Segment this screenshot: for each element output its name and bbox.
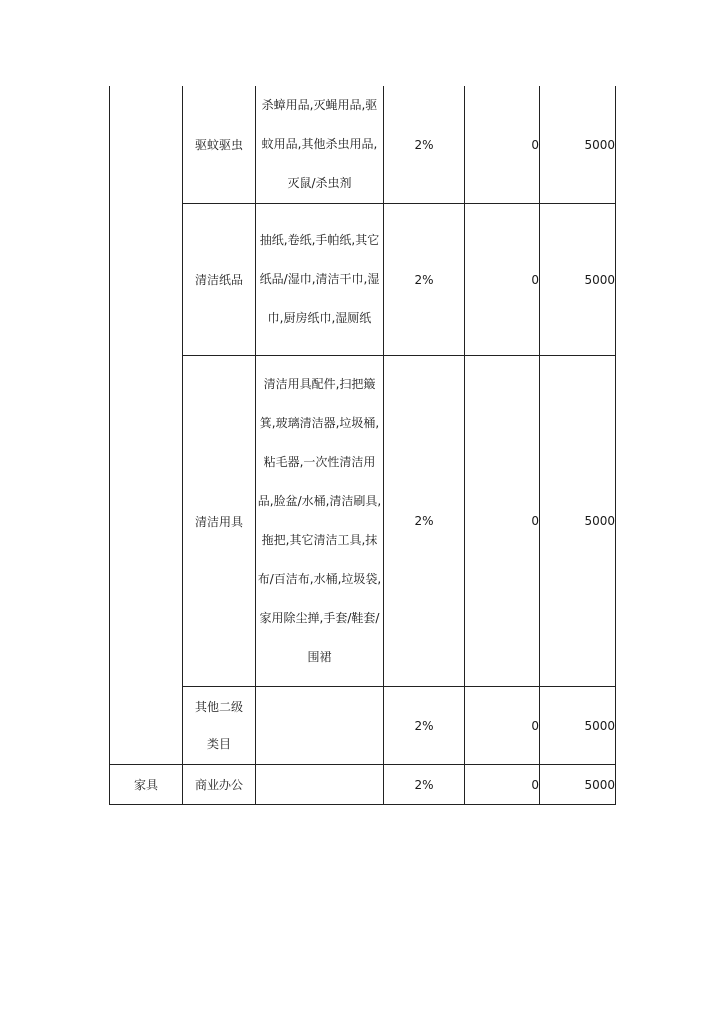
cap-cell: 5000	[540, 765, 616, 805]
subcategory-cell: 清洁纸品	[183, 204, 256, 356]
description-cell: 杀蟑用品,灭蝇用品,驱蚊用品,其他杀虫用品,灭鼠/杀虫剂	[256, 86, 384, 204]
description-cell	[256, 765, 384, 805]
rate-cell: 2%	[384, 86, 465, 204]
table-row	[110, 86, 616, 204]
subcategory-cell: 商业办公	[183, 765, 256, 805]
table-row	[110, 687, 616, 765]
subcategory-cell: 清洁用具	[183, 356, 256, 687]
subcategory-cell	[183, 687, 256, 765]
description-cell: 清洁用具配件,扫把簸箕,玻璃清洁器,垃圾桶,粘毛器,一次性清洁用品,脸盆/水桶,清洁刷具,拖把,其它清洁工具,抹布/百洁布,水桶,垃圾袋,家用除尘掸,手套/鞋套/围裙	[256, 356, 384, 687]
cap-cell: 5000	[540, 356, 616, 687]
description-cell	[256, 687, 384, 765]
rate-cell: 2%	[384, 204, 465, 356]
description-cell: 抽纸,卷纸,手帕纸,其它纸品/湿巾,清洁干巾,湿巾,厨房纸巾,湿厕纸	[256, 204, 384, 356]
category-cell	[110, 86, 183, 765]
rate-cell: 2%	[384, 687, 465, 765]
subcategory-cell: 驱蚊驱虫	[183, 86, 256, 204]
fee-cell: 0	[465, 86, 540, 204]
fee-cell: 0	[465, 204, 540, 356]
category-cell: 家具	[110, 765, 183, 805]
subcategory-label: 其他二级类目	[194, 699, 243, 751]
rate-cell: 2%	[384, 356, 465, 687]
cap-cell: 5000	[540, 687, 616, 765]
fee-cell: 0	[465, 356, 540, 687]
rate-cell: 2%	[384, 765, 465, 805]
cap-cell: 5000	[540, 204, 616, 356]
fee-cell: 0	[465, 765, 540, 805]
table-row	[110, 356, 616, 687]
commission-table	[109, 86, 616, 805]
fee-cell: 0	[465, 687, 540, 765]
table-row	[110, 765, 616, 805]
cap-cell: 5000	[540, 86, 616, 204]
table-row	[110, 204, 616, 356]
